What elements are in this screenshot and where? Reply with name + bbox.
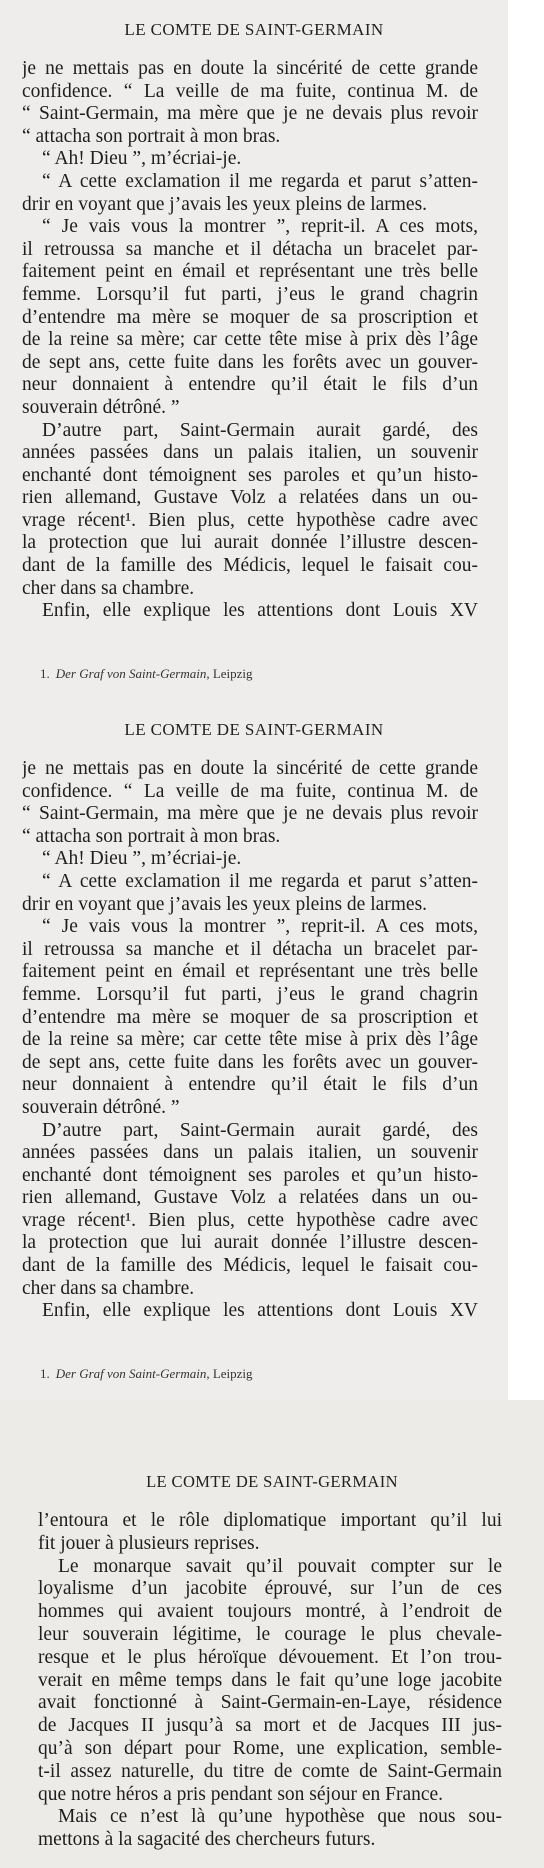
text-line: leur souverain légitime, le courage le plus chevale- [38,1623,502,1645]
text-line: qu’à son départ pour Rome, une explication, semble- [38,1737,502,1759]
text-line: “ Je vais vous la montrer ”, reprit-il. A ces mots, [42,216,478,238]
text-line: mettons à la sagacité des chercheurs futurs. [38,1829,376,1851]
text-line: Enfin, elle explique les attentions dont Louis XV [42,600,478,622]
text-line: de Jacques II jusqu’à sa mort et de Jacques III jus- [38,1715,502,1737]
text-line: années passées dans un palais italien, un souvenir [22,442,478,464]
text-line: la protection que lui aurait donnée l’illustre descen- [22,1232,478,1254]
text-line: rien allemand, Gustave Volz a relatées dans un ou- [22,1187,478,1209]
footnote-title: Der Graf von Saint-Germain [55,666,207,681]
page-scan-2 [0,700,508,1400]
text-line: “ attacha son portrait à mon bras. [22,125,281,147]
text-line: enchanté dont témoignent ses paroles et qu’un histo- [22,464,478,486]
text-line: enchanté dont témoignent ses paroles et qu’un histo- [22,1164,478,1186]
text-line: cher dans sa chambre. [22,1277,195,1299]
text-line: l’entoura et le rôle diplomatique important qu’il lui [38,1510,502,1531]
text-line: années passées dans un palais italien, un souvenir [22,1142,478,1164]
text-line: “ Saint-Germain, ma mère que je ne devais plus revoir [22,803,478,825]
text-line: cher dans sa chambre. [22,577,195,599]
page-scan-1 [0,0,508,700]
footnote [40,666,253,682]
text-line: dant de la famille des Médicis, lequel le faisait cou- [22,555,478,577]
running-header: LE COMTE DE SAINT-GERMAIN [146,1472,398,1491]
page-scan-3 [0,1400,544,1868]
text-line: de la reine sa mère; car cette tête mise à prix dès l’âge [22,1029,478,1051]
footnote [40,1366,253,1382]
footnote-rest: , Leipzig [206,1366,253,1381]
text-line: d’entendre ma mère se moquer de sa proscription et [22,306,478,328]
text-line: “ A cette exclamation il me regarda et parut s’atten- [42,870,478,892]
text-line: Enfin, elle explique les attentions dont Louis XV [42,1300,478,1322]
text-line: Le monarque savait qu’il pouvait compter sur le [58,1555,502,1577]
text-line: d’entendre ma mère se moquer de sa proscription et [22,1006,478,1028]
text-line: de sept ans, cette fuite dans les forêts avec un gouver- [22,351,478,373]
text-line: souverain détrôné. ” [22,396,180,418]
text-line: fit jouer à plusieurs reprises. [38,1532,260,1554]
text-line: neur donnaient à entendre qu’il était le fils d’un [22,1074,478,1096]
text-line: Mais ce n’est là qu’une hypothèse que nous sou- [58,1806,502,1828]
text-line: hommes qui avaient toujours montré, à l’endroit de [38,1601,502,1623]
text-line: confidence. “ La veille de ma fuite, continua M. de [22,780,478,802]
text-line: t-il assez naturelle, du titre de comte de Saint-Germain [38,1760,502,1782]
text-line: la protection que lui aurait donnée l’illustre descen- [22,532,478,554]
text-line: de la reine sa mère; car cette tête mise à prix dès l’âge [22,329,478,351]
footnote-number: 1. [40,666,50,681]
text-line: que notre héros a pris pendant son séjour en France. [38,1783,444,1805]
running-header: LE COMTE DE SAINT-GERMAIN [124,720,384,739]
text-line: femme. Lorsqu’il fut parti, j’eus le grand chagrin [22,283,478,305]
body-text [22,58,478,623]
text-line: D’autre part, Saint-Germain aurait gardé, des [42,1119,478,1141]
text-line: D’autre part, Saint-Germain aurait gardé, des [42,419,478,441]
text-line: faitement peint en émail et représentant une très belle [22,261,478,283]
text-line: dant de la famille des Médicis, lequel le faisait cou- [22,1255,478,1277]
text-line: “ Ah! Dieu ”, m’écriai-je. [42,848,242,870]
text-line: “ Je vais vous la montrer ”, reprit-il. A ces mots, [42,916,478,938]
text-line: rien allemand, Gustave Volz a relatées dans un ou- [22,487,478,509]
text-line: verait en même temps dans le fait qu’une loge jacobite [38,1669,502,1691]
text-line: vrage récent¹. Bien plus, cette hypothèse cadre avec [22,1209,478,1231]
text-line: “ A cette exclamation il me regarda et parut s’atten- [42,170,478,192]
body-text [22,758,478,1323]
text-line: avait fonctionné à Saint-Germain-en-Laye, résidence [38,1692,502,1714]
text-line: loyalisme d’un jacobite éprouvé, sur l’un de ces [38,1578,502,1600]
text-line: je ne mettais pas en doute la sincérité de cette grande [22,58,478,79]
text-line: de sept ans, cette fuite dans les forêts avec un gouver- [22,1051,478,1073]
text-line: il retroussa sa manche et il détacha un bracelet par- [22,238,478,260]
footnote-rest: , Leipzig [206,666,253,681]
text-line: “ Saint-Germain, ma mère que je ne devais plus revoir [22,103,478,125]
footnote-title: Der Graf von Saint-Germain [55,1366,207,1381]
text-line: faitement peint en émail et représentant une très belle [22,961,478,983]
text-line: souverain détrôné. ” [22,1096,180,1118]
text-line: je ne mettais pas en doute la sincérité de cette grande [22,758,478,779]
text-line: drir en voyant que j’avais les yeux pleins de larmes. [22,193,428,215]
text-line: vrage récent¹. Bien plus, cette hypothèse cadre avec [22,509,478,531]
text-line: drir en voyant que j’avais les yeux pleins de larmes. [22,893,428,915]
running-header: LE COMTE DE SAINT-GERMAIN [124,20,384,39]
text-line: il retroussa sa manche et il détacha un bracelet par- [22,938,478,960]
text-line: neur donnaient à entendre qu’il était le fils d’un [22,374,478,396]
text-line: resque et le plus héroïque dévouement. Et l’on trou- [38,1646,502,1668]
text-line: “ Ah! Dieu ”, m’écriai-je. [42,148,242,170]
text-line: femme. Lorsqu’il fut parti, j’eus le grand chagrin [22,983,478,1005]
body-text [38,1510,502,1852]
footnote-number: 1. [40,1366,50,1381]
text-line: confidence. “ La veille de ma fuite, continua M. de [22,80,478,102]
text-line: “ attacha son portrait à mon bras. [22,825,281,847]
